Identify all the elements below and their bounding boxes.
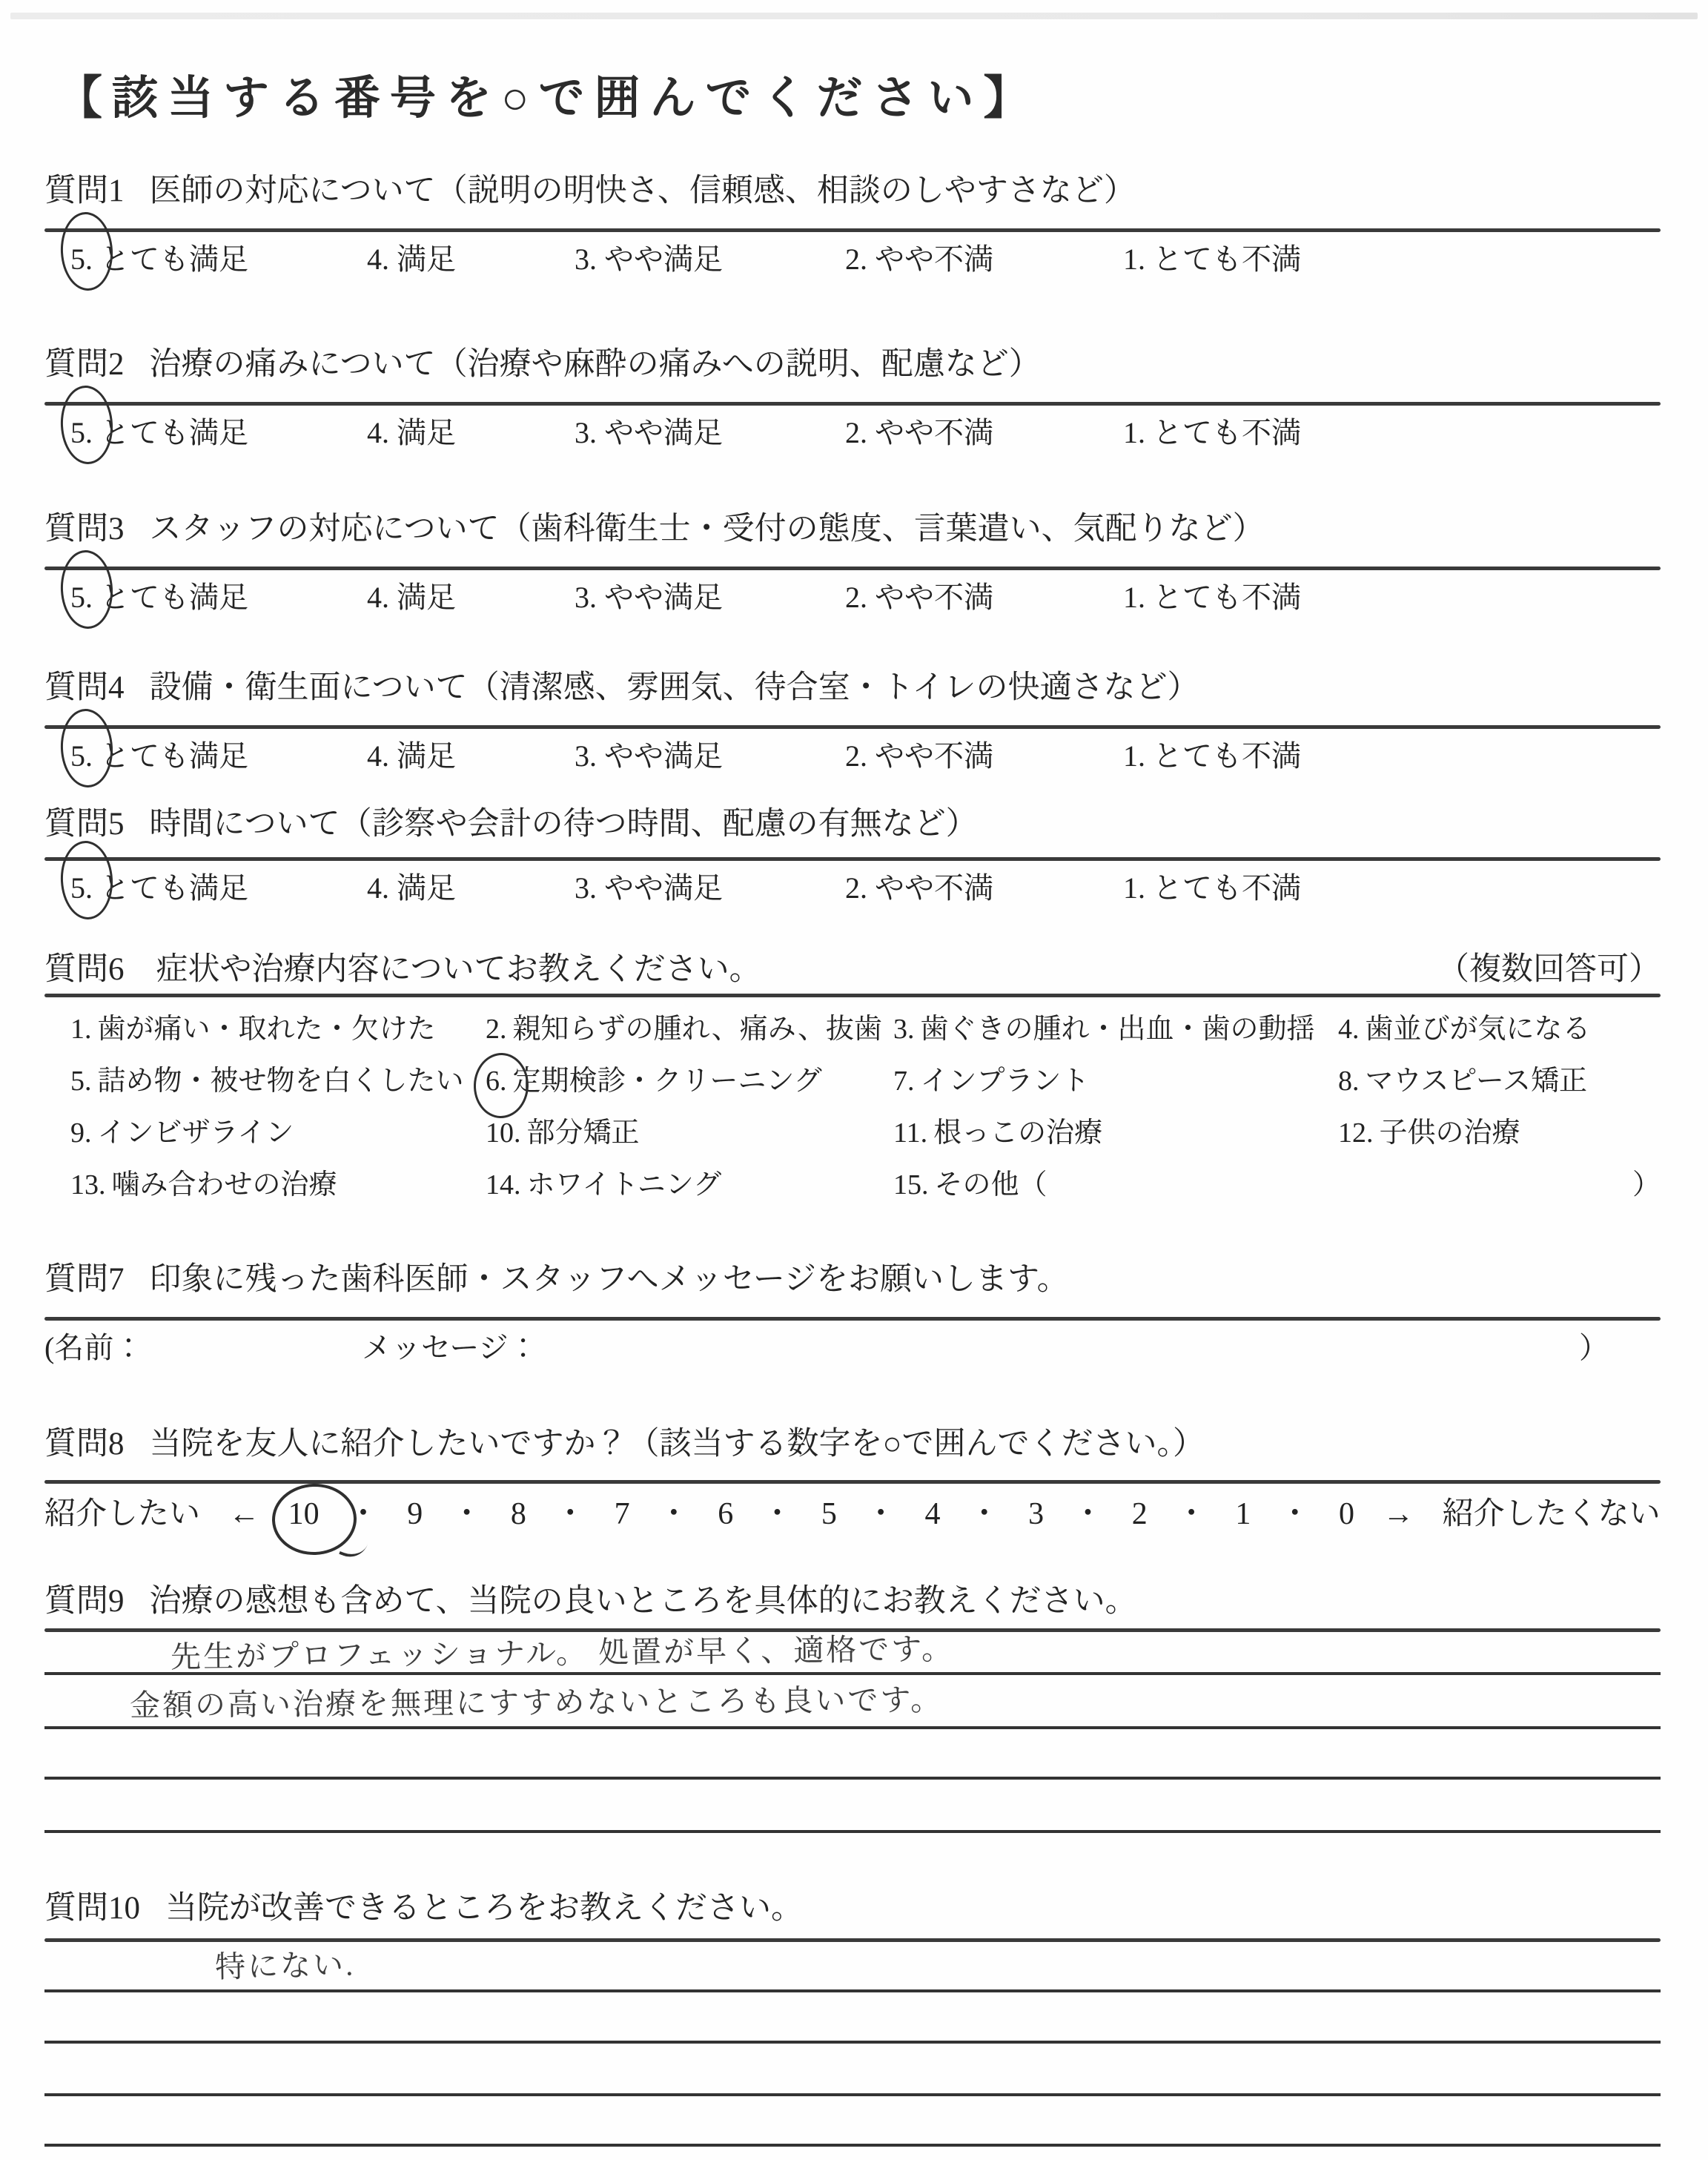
question-8-section [44,1425,1661,1533]
symptom-option-3: 3. 歯ぐきの腫れ・出血・歯の動揺 [893,1014,1315,1045]
answer-line-3 [44,2044,1661,2096]
close-paren: ） [1579,1331,1609,1364]
symptom-option-5: 5. 詰め物・被せ物を白くしたい [70,1066,464,1097]
symptom-option-11: 11. 根っこの治療 [893,1117,1103,1149]
question-2-header [44,346,1661,384]
page-title: 【該当する番号を○で囲んでください】 [56,73,1039,124]
divider-line [44,567,1661,570]
dot-separator: ・ [1072,1497,1104,1531]
question-number: 質問7 [44,1262,125,1297]
question-topic: 治療の感想も含めて、当院の良いところを具体的にお教えください。 [149,1584,1137,1619]
other-option-close-paren: ） [1632,1169,1661,1200]
answer-line-3 [44,1729,1661,1780]
scale-number-6: 6 [718,1497,734,1531]
multi-answer-note: （複数回答可） [1437,952,1661,987]
rating-option-4: 4. 満足 [367,242,456,276]
divider-line [44,228,1661,232]
question-6-section [44,951,1661,1200]
rating-option-2: 2. やや不満 [845,242,993,276]
rating-option-5: 5. とても満足 [70,416,248,449]
rating-option-1: 1. とても不満 [1123,416,1301,449]
question-topic: 印象に残った歯科医師・スタッフへメッセージをお願いします。 [149,1262,1069,1297]
symptom-option-6: 6. 定期検診・クリーニング [486,1066,893,1097]
scale-right-label: 紹介したくない [1442,1497,1661,1531]
answer-line-2 [44,1675,1661,1729]
message-entry-line [44,1330,1661,1367]
rating-options-row [44,415,1661,451]
rating-option-3: 3. やや満足 [575,739,723,773]
question-9-section [44,1582,1661,1833]
question-number: 質問4 [44,670,125,705]
question-2-section [44,346,1661,451]
scale-number-2: 2 [1131,1497,1148,1531]
rating-option-3: 3. やや満足 [575,581,723,614]
message-field-label: メッセージ： [362,1331,538,1364]
symptom-option-8: 8. マウスピース矯正 [1338,1066,1587,1097]
free-answer-area [44,1632,1661,1833]
rating-option-1: 1. とても不満 [1123,242,1301,276]
nps-scale-row [44,1495,1661,1533]
divider-line [44,1480,1661,1484]
symptom-option-14: 14. ホワイトニング [486,1169,722,1200]
handwritten-answer: 特にない. [214,1947,356,1984]
handwritten-answer: 金額の高い治療を無理にすすめないところも良いです。 [129,1682,944,1723]
question-number: 質問6 [44,952,125,987]
rating-option-4: 4. 満足 [367,416,456,449]
symptom-option-10: 10. 部分矯正 [486,1117,640,1149]
dot-separator: ・ [451,1497,483,1531]
rating-option-2: 2. やや不満 [845,581,993,614]
rating-option-1: 1. とても不満 [1123,581,1301,614]
question-10-section [44,1889,1661,2147]
question-9-header [44,1582,1661,1621]
scan-artifact-band [10,13,1698,19]
question-topic: 当院が改善できるところをお教えください。 [165,1891,803,1926]
scale-number-1: 1 [1235,1497,1251,1531]
rating-option-4: 4. 満足 [367,581,456,614]
symptom-option-12: 12. 子供の治療 [1338,1117,1520,1149]
rating-option-1: 1. とても不満 [1123,871,1301,905]
dot-separator: ・ [1279,1497,1311,1531]
answer-line-1 [44,1942,1661,1992]
question-topic: 設備・衛生面について（清潔感、雰囲気、待合室・トイレの快適さなど） [149,670,1199,705]
rating-option-1: 1. とても不満 [1123,739,1301,773]
divider-line [44,1317,1661,1321]
question-title [44,951,761,989]
question-7-header [44,1261,1661,1299]
answer-line-4 [44,2096,1661,2147]
answer-line-1 [44,1632,1661,1675]
scale-number-9: 9 [407,1497,423,1531]
question-topic: 医師の対応について（説明の明快さ、信頼感、相談のしやすさなど） [149,174,1136,208]
question-topic: 当院を友人に紹介したいですか？（該当する数字を○で囲んでください。） [149,1427,1205,1462]
rating-options-row [44,739,1661,774]
question-topic: 症状や治療内容についてお教えください。 [156,952,761,987]
symptom-option-2: 2. 親知らずの腫れ、痛み、抜歯 [486,1014,883,1045]
question-topic: スタッフの対応について（歯科衛生士・受付の態度、言葉遣い、気配りなど） [149,512,1265,546]
left-arrow-icon: ← [228,1497,260,1531]
dot-separator: ・ [761,1497,793,1531]
free-answer-area [44,1942,1661,2147]
rating-options-row [44,242,1661,277]
question-5-header [44,805,1661,844]
right-arrow-icon: → [1383,1497,1414,1531]
question-4-section [44,669,1661,774]
rating-option-2: 2. やや不満 [845,416,993,449]
question-7-section [44,1261,1661,1367]
dot-separator: ・ [658,1497,689,1531]
question-topic: 時間について（診察や会計の待つ時間、配慮の有無など） [149,807,978,842]
scale-number-8: 8 [510,1497,526,1531]
symptom-option-9: 9. インビザライン [70,1117,294,1149]
dot-separator: ・ [347,1497,379,1531]
scale-number-0: 0 [1339,1497,1355,1531]
name-field-label: (名前： [44,1331,144,1364]
rating-option-5: 5. とても満足 [70,581,248,614]
question-number: 質問1 [44,174,125,208]
question-topic: 治療の痛みについて（治療や麻酔の痛みへの説明、配慮など） [149,347,1041,382]
symptom-option-7: 7. インプラント [893,1066,1090,1097]
divider-line [44,725,1661,729]
scale-number-7: 7 [614,1497,630,1531]
question-5-section [44,805,1661,906]
divider-line [44,402,1661,406]
divider-line [44,994,1661,997]
question-number: 質問3 [44,512,125,546]
symptom-option-13: 13. 噛み合わせの治療 [70,1169,337,1200]
rating-options-row [44,580,1661,615]
answer-line-4 [44,1780,1661,1833]
question-number: 質問10 [44,1891,140,1926]
question-number: 質問5 [44,807,125,842]
rating-option-2: 2. やや不満 [845,871,993,905]
question-8-header [44,1425,1661,1464]
dot-separator: ・ [555,1497,586,1531]
question-3-section [44,510,1661,615]
scale-number-4: 4 [924,1497,941,1531]
symptom-options-grid [44,1014,1661,1200]
scale-number-3: 3 [1028,1497,1045,1531]
dot-separator: ・ [865,1497,897,1531]
scale-number-5: 5 [821,1497,837,1531]
question-number: 質問9 [44,1584,125,1619]
scale-number-10: 10 [288,1495,320,1533]
symptom-option-15 [893,1169,1661,1200]
rating-option-2: 2. やや不満 [845,739,993,773]
other-option-label: 15. その他（ [893,1169,1047,1200]
dot-separator: ・ [1176,1497,1208,1531]
scale-left-label: 紹介したい [44,1497,201,1531]
symptom-option-4: 4. 歯並びが気になる [1338,1014,1591,1045]
rating-option-3: 3. やや満足 [575,871,723,905]
question-number: 質問2 [44,347,125,382]
question-1-section [44,172,1661,277]
question-3-header [44,510,1661,549]
rating-option-5: 5. とても満足 [70,739,248,773]
question-10-header [44,1889,1661,1928]
rating-option-5: 5. とても満足 [70,242,248,276]
rating-option-5: 5. とても満足 [70,871,248,905]
rating-option-3: 3. やや満足 [575,242,723,276]
rating-option-4: 4. 満足 [367,871,456,905]
handwritten-answer: 先生がプロフェッショナル。 処置が早く、適格です。 [170,1631,955,1674]
rating-option-4: 4. 満足 [367,739,456,773]
rating-option-3: 3. やや満足 [575,416,723,449]
symptom-option-1: 1. 歯が痛い・取れた・欠けた [70,1014,436,1045]
question-4-header [44,669,1661,707]
question-number: 質問8 [44,1427,125,1462]
question-6-header [44,951,1661,989]
rating-options-row [44,871,1661,906]
dot-separator: ・ [968,1497,1000,1531]
answer-line-2 [44,1992,1661,2044]
divider-line [44,857,1661,861]
question-1-header [44,172,1661,211]
